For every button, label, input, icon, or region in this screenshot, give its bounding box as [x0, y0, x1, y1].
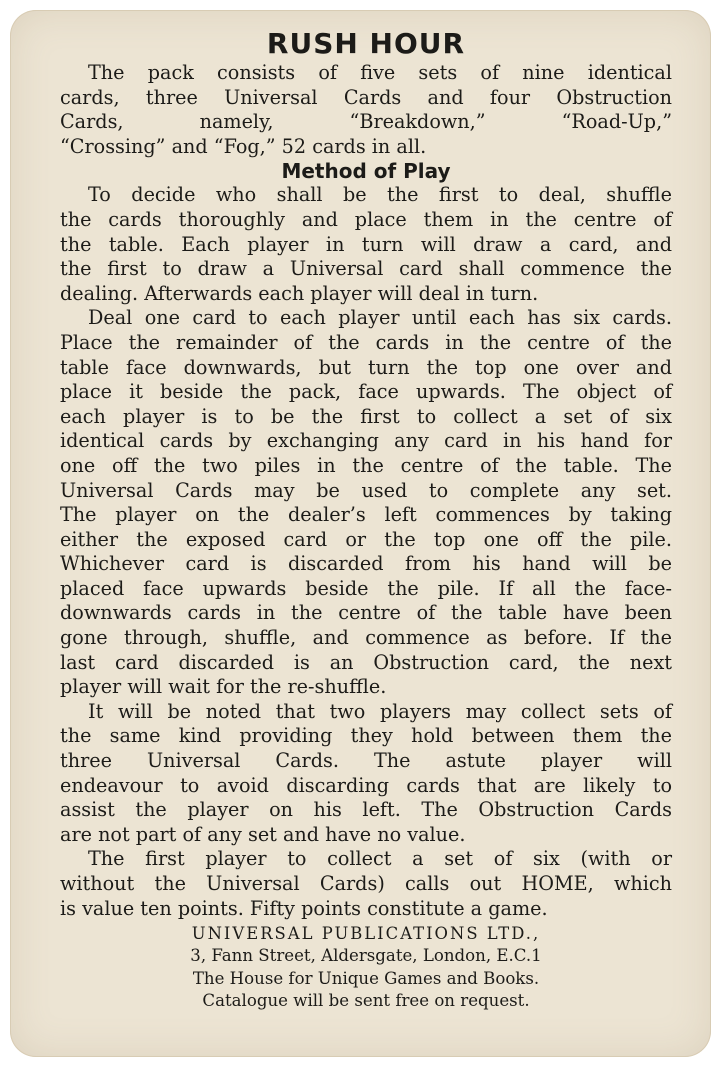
text-line: the table. Each player in turn will draw a card, and: [60, 232, 672, 256]
text-line: Place the remainder of the cards in the centre of the: [60, 330, 672, 354]
publisher-name: UNIVERSAL PUBLICATIONS LTD.,: [191, 924, 541, 944]
text-line: the same kind providing they hold between them the: [60, 724, 672, 748]
text-line: player will wait for the re-shuffle.: [60, 675, 387, 699]
text-line: placed face upwards beside the pile. If all the face-: [60, 576, 672, 600]
text-line: Universal Cards may be used to complete any set.: [60, 478, 672, 502]
card-title: RUSH HOUR: [266, 27, 466, 60]
text-line: The player on the dealer’s left commences by taking: [60, 503, 672, 527]
text-line: is value ten points. Fifty points constitute a game.: [60, 896, 548, 920]
text-line: cards, three Universal Cards and four Obstruction: [60, 85, 672, 109]
text-line: each player is to be the first to collect a set of six: [60, 404, 672, 428]
text-line: place it beside the pack, face upwards. The object of: [60, 380, 672, 404]
text-line: without the Universal Cards) calls out HOME, which: [60, 872, 672, 895]
text-line: To decide who shall be the first to deal, shuffle: [88, 183, 672, 207]
card-content: [60, 27, 672, 1012]
text-line: identical cards by exchanging any card in his hand for: [60, 429, 672, 453]
method-heading: Method of Play: [281, 159, 451, 184]
text-line: The pack consists of five sets of nine identical: [88, 61, 672, 84]
scoring-paragraph: [60, 847, 672, 921]
publisher-address: 3, Fann Street, Aldersgate, London, E.C.1: [190, 946, 542, 966]
text-line: last card discarded is an Obstruction card, the next: [60, 650, 672, 674]
intro-paragraph: [60, 61, 672, 159]
text-line: “Crossing” and “Fog,” 52 cards in all.: [60, 134, 427, 158]
text-line: one off the two piles in the centre of the table. The: [60, 453, 672, 477]
text-line: Cards, namely, “Breakdown,” “Road-Up,”: [60, 110, 672, 134]
text-line: endeavour to avoid discarding cards that are likely to: [60, 773, 672, 797]
text-line: Whichever card is discarded from his hand will be: [60, 552, 672, 576]
deal-paragraph: [60, 183, 672, 306]
text-line: assist the player on his left. The Obstruction Cards: [60, 798, 672, 822]
text-line: three Universal Cards. The astute player will: [60, 749, 672, 773]
text-line: either the exposed card or the top one off the pile.: [60, 527, 672, 551]
catalogue-note: Catalogue will be sent free on request.: [202, 990, 530, 1010]
text-line: downwards cards in the centre of the table have been: [60, 601, 672, 625]
text-line: table face downwards, but turn the top one over and: [60, 355, 672, 379]
publisher-tagline: The House for Unique Games and Books.: [192, 968, 540, 988]
text-line: gone through, shuffle, and commence as before. If the: [60, 626, 672, 650]
text-line: the first to draw a Universal card shall commence the: [60, 257, 672, 281]
rules-card: [10, 10, 711, 1057]
text-line: the cards thoroughly and place them in the centre of: [60, 207, 672, 231]
text-line: The first player to collect a set of six (with or: [88, 847, 672, 871]
play-paragraph: [60, 306, 672, 700]
text-line: are not part of any set and have no value.: [60, 822, 466, 846]
text-line: Deal one card to each player until each has six cards.: [88, 306, 672, 330]
text-line: It will be noted that two players may collect sets of: [88, 699, 672, 723]
publisher-footer: [60, 923, 672, 1012]
text-line: dealing. Afterwards each player will deal in turn.: [60, 281, 539, 305]
strategy-paragraph: [60, 700, 672, 848]
